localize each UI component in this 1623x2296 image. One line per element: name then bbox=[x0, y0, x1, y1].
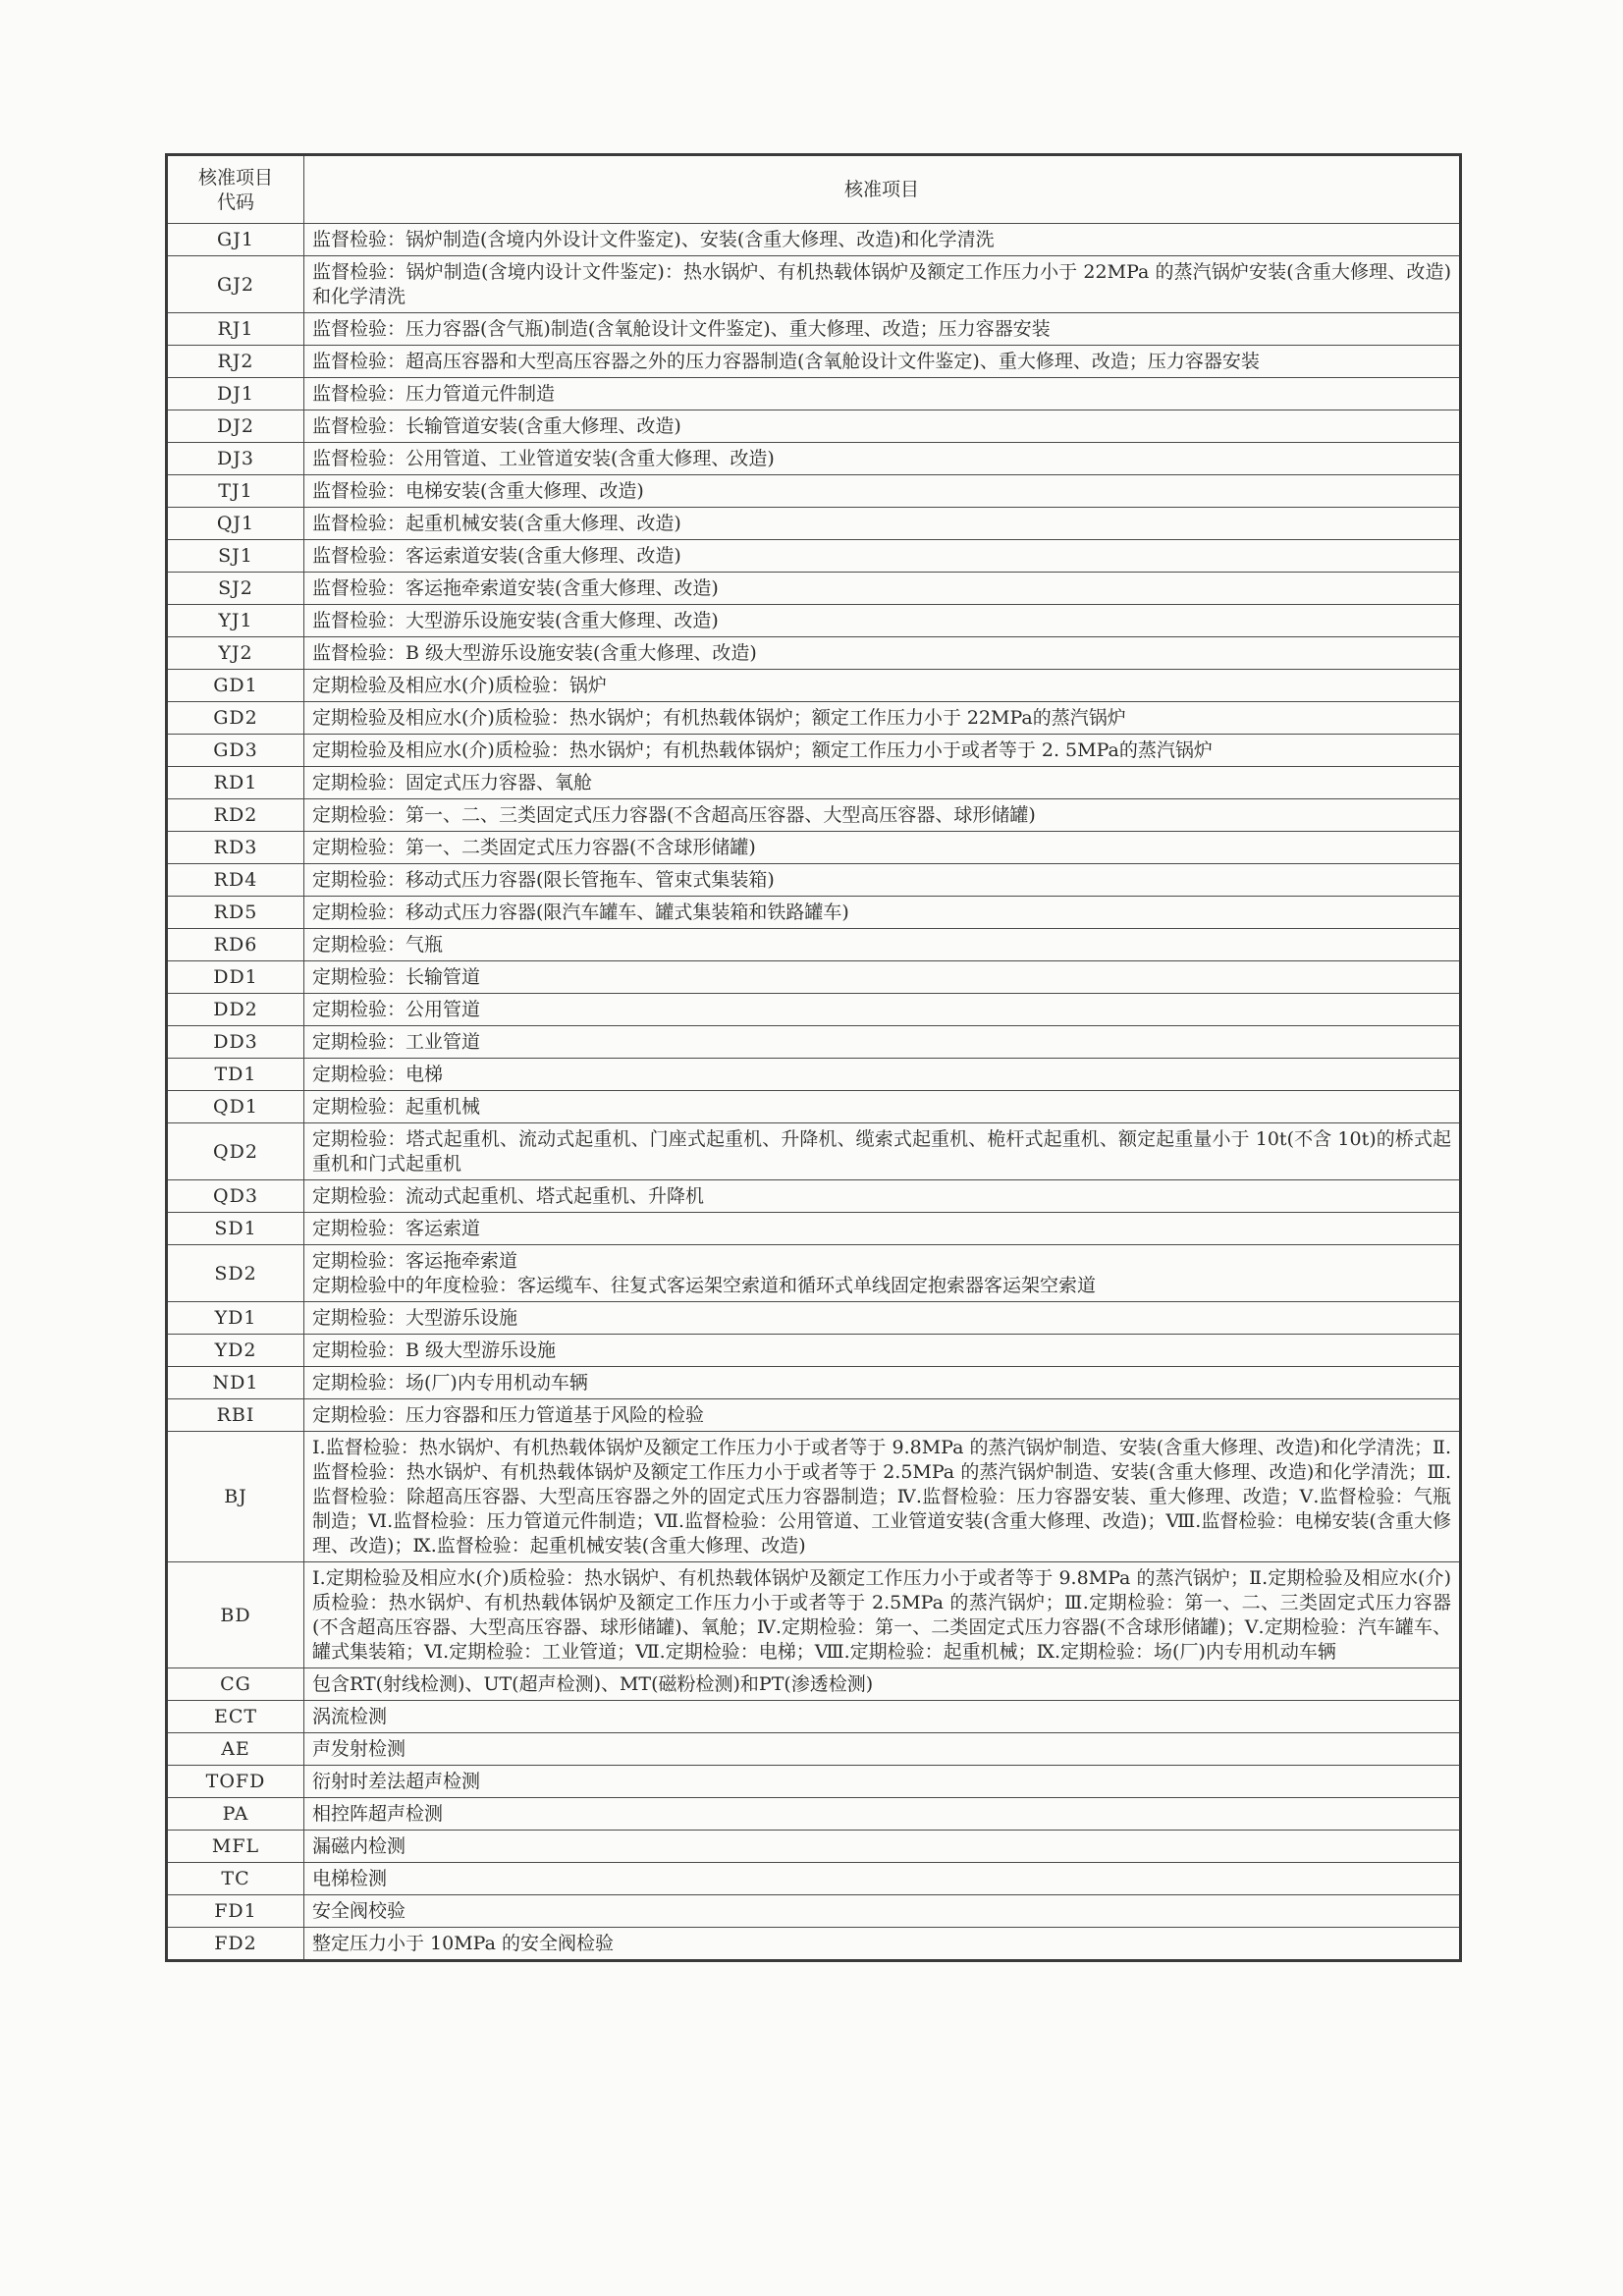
table-row bbox=[167, 1302, 1461, 1335]
item-code-cell: FD2 bbox=[167, 1928, 304, 1961]
item-description-cell: 定期检验：移动式压力容器(限长管拖车、管束式集装箱) bbox=[304, 864, 1461, 897]
item-description-cell: 监督检验：大型游乐设施安装(含重大修理、改造) bbox=[304, 605, 1461, 637]
table-row bbox=[167, 637, 1461, 670]
table-body bbox=[167, 224, 1461, 1961]
table-row bbox=[167, 961, 1461, 994]
item-code-cell: RD5 bbox=[167, 897, 304, 929]
item-description-cell: 监督检验：超高压容器和大型高压容器之外的压力容器制造(含氧舱设计文件鉴定)、重大修理、改造；压力容器安装 bbox=[304, 346, 1461, 378]
table-row bbox=[167, 1123, 1461, 1180]
item-code-cell: RD6 bbox=[167, 929, 304, 961]
item-description-cell: 监督检验：公用管道、工业管道安装(含重大修理、改造) bbox=[304, 443, 1461, 475]
item-code-cell: GD1 bbox=[167, 670, 304, 702]
item-description-cell: 定期检验：移动式压力容器(限汽车罐车、罐式集装箱和铁路罐车) bbox=[304, 897, 1461, 929]
item-code-cell: YD1 bbox=[167, 1302, 304, 1335]
item-code-cell: DJ1 bbox=[167, 378, 304, 410]
table-row bbox=[167, 897, 1461, 929]
item-description-cell: 整定压力小于 10MPa 的安全阀检验 bbox=[304, 1928, 1461, 1961]
item-description-cell: 定期检验：客运索道 bbox=[304, 1213, 1461, 1245]
item-description-cell: 声发射检测 bbox=[304, 1733, 1461, 1766]
item-code-cell: DD1 bbox=[167, 961, 304, 994]
table-header-row bbox=[167, 155, 1461, 224]
item-code-cell: AE bbox=[167, 1733, 304, 1766]
table-row bbox=[167, 864, 1461, 897]
table-row bbox=[167, 475, 1461, 508]
item-code-cell: ECT bbox=[167, 1701, 304, 1733]
item-code-cell: TJ1 bbox=[167, 475, 304, 508]
item-code-cell: TD1 bbox=[167, 1059, 304, 1091]
table-row bbox=[167, 1091, 1461, 1123]
item-code-cell: SJ2 bbox=[167, 573, 304, 605]
item-code-cell: QD1 bbox=[167, 1091, 304, 1123]
item-description-cell: 定期检验：电梯 bbox=[304, 1059, 1461, 1091]
table-row bbox=[167, 1562, 1461, 1668]
item-code-cell: TOFD bbox=[167, 1766, 304, 1798]
item-description-cell: 涡流检测 bbox=[304, 1701, 1461, 1733]
item-code-cell: GD2 bbox=[167, 702, 304, 735]
table-row bbox=[167, 443, 1461, 475]
header-code-cell bbox=[167, 155, 304, 224]
item-code-cell: CG bbox=[167, 1668, 304, 1701]
item-code-cell: YD2 bbox=[167, 1335, 304, 1367]
item-code-cell: RJ1 bbox=[167, 313, 304, 346]
item-code-cell: RJ2 bbox=[167, 346, 304, 378]
table-row bbox=[167, 1928, 1461, 1961]
item-description-cell: 定期检验：固定式压力容器、氧舱 bbox=[304, 767, 1461, 799]
item-description-cell: 监督检验：压力容器(含气瓶)制造(含氧舱设计文件鉴定)、重大修理、改造；压力容器安装 bbox=[304, 313, 1461, 346]
item-description-cell: 相控阵超声检测 bbox=[304, 1798, 1461, 1831]
item-description-cell: 定期检验：场(厂)内专用机动车辆 bbox=[304, 1367, 1461, 1399]
item-code-cell: YJ2 bbox=[167, 637, 304, 670]
table-row bbox=[167, 1059, 1461, 1091]
item-code-cell: DJ3 bbox=[167, 443, 304, 475]
item-code-cell: FD1 bbox=[167, 1895, 304, 1928]
item-code-cell: RBI bbox=[167, 1399, 304, 1432]
table-row bbox=[167, 1245, 1461, 1302]
item-code-cell: TC bbox=[167, 1863, 304, 1895]
table-row bbox=[167, 1766, 1461, 1798]
table-row bbox=[167, 605, 1461, 637]
item-description-cell: 包含RT(射线检测)、UT(超声检测)、MT(磁粉检测)和PT(渗透检测) bbox=[304, 1668, 1461, 1701]
table-row bbox=[167, 1399, 1461, 1432]
item-description-cell: 定期检验：气瓶 bbox=[304, 929, 1461, 961]
header-code-line1: 核准项目 bbox=[197, 166, 273, 189]
item-description-cell: 监督检验：锅炉制造(含境内设计文件鉴定)：热水锅炉、有机热载体锅炉及额定工作压力小于 22MPa 的蒸汽锅炉安装(含重大修理、改造)和化学清洗 bbox=[304, 256, 1461, 313]
item-description-cell: 定期检验：流动式起重机、塔式起重机、升降机 bbox=[304, 1180, 1461, 1213]
table-row bbox=[167, 1432, 1461, 1562]
header-code-line2: 代码 bbox=[216, 191, 254, 213]
item-code-cell: MFL bbox=[167, 1831, 304, 1863]
table-row bbox=[167, 1831, 1461, 1863]
table-row bbox=[167, 224, 1461, 256]
item-code-cell: QJ1 bbox=[167, 508, 304, 540]
table-row bbox=[167, 378, 1461, 410]
table-row bbox=[167, 1863, 1461, 1895]
table-row bbox=[167, 670, 1461, 702]
item-description-cell: 监督检验：B 级大型游乐设施安装(含重大修理、改造) bbox=[304, 637, 1461, 670]
item-code-cell: GD3 bbox=[167, 735, 304, 767]
table-row bbox=[167, 702, 1461, 735]
item-code-cell: QD3 bbox=[167, 1180, 304, 1213]
item-code-cell: BJ bbox=[167, 1432, 304, 1562]
item-description-cell: Ⅰ.监督检验：热水锅炉、有机热载体锅炉及额定工作压力小于或者等于 9.8MPa 的蒸汽锅炉制造、安装(含重大修理、改造)和化学清洗；Ⅱ.监督检验：热水锅炉、有机热载体锅炉及额定工作压力小于或者等于 2.5MPa 的蒸汽锅炉制造、安装(含重大修理、改造)和化学清洗；Ⅲ.监督检验：除超高压容器、大型高压容器之外的固定式压力容器制造；Ⅳ.监督检验：压力容器安装、重大修理、改造；Ⅴ.监督检验：气瓶制造；Ⅵ.监督检验：压力管道元件制造；Ⅶ.监督检验：公用管道、工业管道安装(含重大修理、改造)；Ⅷ.监督检验：电梯安装(含重大修理、改造)；Ⅸ.监督检验：起重机械安装(含重大修理、改造) bbox=[304, 1432, 1461, 1562]
item-code-cell: SD2 bbox=[167, 1245, 304, 1302]
table-row bbox=[167, 508, 1461, 540]
table-row bbox=[167, 346, 1461, 378]
item-description-cell: 定期检验：客运拖牵索道 定期检验中的年度检验：客运缆车、往复式客运架空索道和循环式单线固定抱索器客运架空索道 bbox=[304, 1245, 1461, 1302]
table-row bbox=[167, 256, 1461, 313]
item-description-cell: 漏磁内检测 bbox=[304, 1831, 1461, 1863]
table-row bbox=[167, 410, 1461, 443]
item-description-cell: 监督检验：长输管道安装(含重大修理、改造) bbox=[304, 410, 1461, 443]
approval-items-table bbox=[165, 153, 1462, 1962]
item-code-cell: SJ1 bbox=[167, 540, 304, 573]
table-row bbox=[167, 832, 1461, 864]
item-description-cell: 监督检验：客运拖牵索道安装(含重大修理、改造) bbox=[304, 573, 1461, 605]
item-code-cell: YJ1 bbox=[167, 605, 304, 637]
table-row bbox=[167, 1798, 1461, 1831]
item-code-cell: RD1 bbox=[167, 767, 304, 799]
table-row bbox=[167, 573, 1461, 605]
item-description-cell: 衍射时差法超声检测 bbox=[304, 1766, 1461, 1798]
table-row bbox=[167, 929, 1461, 961]
item-code-cell: SD1 bbox=[167, 1213, 304, 1245]
table-row bbox=[167, 799, 1461, 832]
item-description-cell: 定期检验及相应水(介)质检验：热水锅炉；有机热载体锅炉；额定工作压力小于 22MPa的蒸汽锅炉 bbox=[304, 702, 1461, 735]
item-description-cell: 定期检验及相应水(介)质检验：热水锅炉；有机热载体锅炉；额定工作压力小于或者等于 2. 5MPa的蒸汽锅炉 bbox=[304, 735, 1461, 767]
item-description-cell: 安全阀校验 bbox=[304, 1895, 1461, 1928]
item-description-cell: 定期检验：压力容器和压力管道基于风险的检验 bbox=[304, 1399, 1461, 1432]
table-row bbox=[167, 1180, 1461, 1213]
item-description-cell: 定期检验：第一、二、三类固定式压力容器(不含超高压容器、大型高压容器、球形储罐) bbox=[304, 799, 1461, 832]
item-description-cell: 监督检验：起重机械安装(含重大修理、改造) bbox=[304, 508, 1461, 540]
item-code-cell: RD3 bbox=[167, 832, 304, 864]
item-description-cell: 监督检验：客运索道安装(含重大修理、改造) bbox=[304, 540, 1461, 573]
table-row bbox=[167, 540, 1461, 573]
item-code-cell: GJ2 bbox=[167, 256, 304, 313]
table-row bbox=[167, 1213, 1461, 1245]
item-description-cell: 定期检验：B 级大型游乐设施 bbox=[304, 1335, 1461, 1367]
item-code-cell: RD2 bbox=[167, 799, 304, 832]
table-row bbox=[167, 313, 1461, 346]
item-code-cell: DD2 bbox=[167, 994, 304, 1026]
item-description-cell: 定期检验：塔式起重机、流动式起重机、门座式起重机、升降机、缆索式起重机、桅杆式起重机、额定起重量小于 10t(不含 10t)的桥式起重机和门式起重机 bbox=[304, 1123, 1461, 1180]
item-description-cell: 定期检验：公用管道 bbox=[304, 994, 1461, 1026]
item-code-cell: PA bbox=[167, 1798, 304, 1831]
item-code-cell: GJ1 bbox=[167, 224, 304, 256]
table-row bbox=[167, 1367, 1461, 1399]
item-description-cell: 监督检验：电梯安装(含重大修理、改造) bbox=[304, 475, 1461, 508]
item-description-cell: 定期检验：长输管道 bbox=[304, 961, 1461, 994]
table-row bbox=[167, 1026, 1461, 1059]
item-description-cell: 定期检验：大型游乐设施 bbox=[304, 1302, 1461, 1335]
item-code-cell: RD4 bbox=[167, 864, 304, 897]
table-row bbox=[167, 1335, 1461, 1367]
item-description-cell: 电梯检测 bbox=[304, 1863, 1461, 1895]
header-item-cell: 核准项目 bbox=[304, 155, 1461, 224]
table-row bbox=[167, 735, 1461, 767]
item-code-cell: DJ2 bbox=[167, 410, 304, 443]
item-code-cell: BD bbox=[167, 1562, 304, 1668]
item-description-cell: 定期检验：起重机械 bbox=[304, 1091, 1461, 1123]
table-row bbox=[167, 1733, 1461, 1766]
item-code-cell: DD3 bbox=[167, 1026, 304, 1059]
item-code-cell: QD2 bbox=[167, 1123, 304, 1180]
table-row bbox=[167, 1895, 1461, 1928]
item-code-cell: ND1 bbox=[167, 1367, 304, 1399]
table-row bbox=[167, 767, 1461, 799]
item-description-cell: 定期检验：第一、二类固定式压力容器(不含球形储罐) bbox=[304, 832, 1461, 864]
item-description-cell: 定期检验：工业管道 bbox=[304, 1026, 1461, 1059]
item-description-cell: Ⅰ.定期检验及相应水(介)质检验：热水锅炉、有机热载体锅炉及额定工作压力小于或者等于 9.8MPa 的蒸汽锅炉；Ⅱ.定期检验及相应水(介)质检验：热水锅炉、有机热载体锅炉及额定工作压力小于或者等于 2.5MPa 的蒸汽锅炉；Ⅲ.定期检验：第一、二、三类固定式压力容器(不含超高压容器、大型高压容器、球形储罐)、氧舱；Ⅳ.定期检验：第一、二类固定式压力容器(不含球形储罐)；Ⅴ.定期检验：汽车罐车、罐式集装箱；Ⅵ.定期检验：工业管道；Ⅶ.定期检验：电梯；Ⅷ.定期检验：起重机械；Ⅸ.定期检验：场(厂)内专用机动车辆 bbox=[304, 1562, 1461, 1668]
item-description-cell: 定期检验及相应水(介)质检验：锅炉 bbox=[304, 670, 1461, 702]
item-description-cell: 监督检验：压力管道元件制造 bbox=[304, 378, 1461, 410]
table-row bbox=[167, 1668, 1461, 1701]
table-row bbox=[167, 994, 1461, 1026]
item-description-cell: 监督检验：锅炉制造(含境内外设计文件鉴定)、安装(含重大修理、改造)和化学清洗 bbox=[304, 224, 1461, 256]
table-row bbox=[167, 1701, 1461, 1733]
